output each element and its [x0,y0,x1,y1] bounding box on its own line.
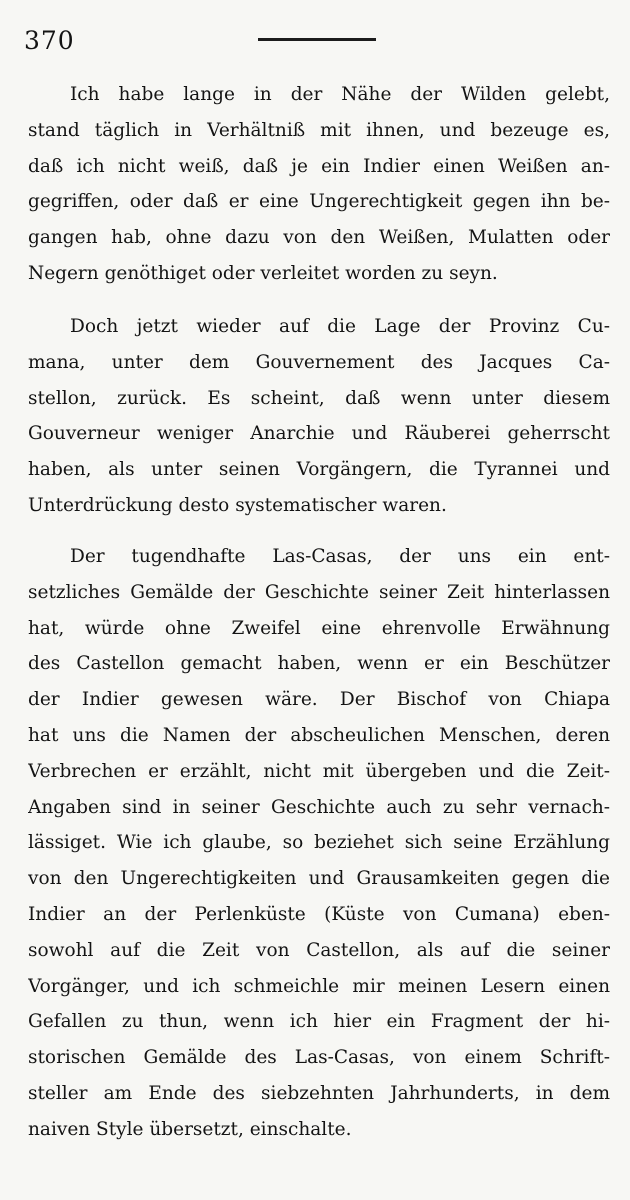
text-line: sowohl auf die Zeit von Castellon, als auf die seiner [28,939,610,961]
text-line: stellon, zurück. Es scheint, daß wenn unter diesem [28,387,610,409]
text-line: hat uns die Namen der abscheulichen Menschen, deren [28,724,610,746]
text-line: hat, würde ohne Zweifel eine ehrenvolle Erwähnung [28,617,610,639]
text-line: Indier an der Perlenküste (Küste von Cumana) eben- [28,903,610,925]
text-line: Der tugendhafte Las-Casas, der uns ein ent- [70,546,610,567]
text-line: gangen hab, ohne dazu von den Weißen, Mulatten oder [28,227,610,249]
text-line: haben, als unter seinen Vorgängern, die Tyrannei und [28,459,610,481]
text-line: Negern genöthiget oder verleitet worden zu seyn. [28,262,498,284]
paragraph-2 [28,309,610,524]
text-line: Vorgänger, und ich schmeichle mir meinen Lesern einen [28,975,610,997]
text-line: von den Ungerechtigkeiten und Grausamkeiten gegen die [28,868,610,890]
header-rule [258,38,376,41]
text-line: des Castellon gemacht haben, wenn er ein Beschützer [28,653,610,675]
text-line: daß ich nicht weiß, daß je ein Indier einen Weißen an- [28,155,610,177]
text-line: Gouverneur weniger Anarchie und Räuberei geherrscht [28,423,610,445]
text-line: stand täglich in Verhältniß mit ihnen, und bezeuge es, [28,119,610,141]
text-line: setzliches Gemälde der Geschichte seiner Zeit hinterlassen [28,581,610,603]
text-line: Unterdrückung desto systematischer waren. [28,494,447,516]
text-line: Doch jetzt wieder auf die Lage der Provinz Cu- [70,316,610,337]
text-line: steller am Ende des siebzehnten Jahrhunderts, in dem [28,1082,610,1104]
paragraph-3 [28,539,610,1148]
paragraph-1 [28,77,610,292]
text-line: naiven Style übersetzt, einschalte. [28,1118,352,1140]
text-line: mana, unter dem Gouvernement des Jacques Ca- [28,351,610,373]
text-line: Gefallen zu thun, wenn ich hier ein Fragment der hi- [28,1011,610,1033]
text-line: Angaben sind in seiner Geschichte auch zu sehr vernach- [28,796,610,818]
text-line: Ich habe lange in der Nähe der Wilden gelebt, [70,84,610,105]
text-line: der Indier gewesen wäre. Der Bischof von Chiapa [28,689,610,711]
text-line: lässiget. Wie ich glaube, so beziehet sich seine Erzählung [28,832,610,854]
text-line: storischen Gemälde des Las-Casas, von einem Schrift- [28,1047,610,1069]
text-line: Verbrechen er erzählt, nicht mit übergeben und die Zeit- [28,760,610,782]
page-number: 370 [24,26,75,55]
text-line: gegriffen, oder daß er eine Ungerechtigkeit gegen ihn be- [28,191,610,213]
